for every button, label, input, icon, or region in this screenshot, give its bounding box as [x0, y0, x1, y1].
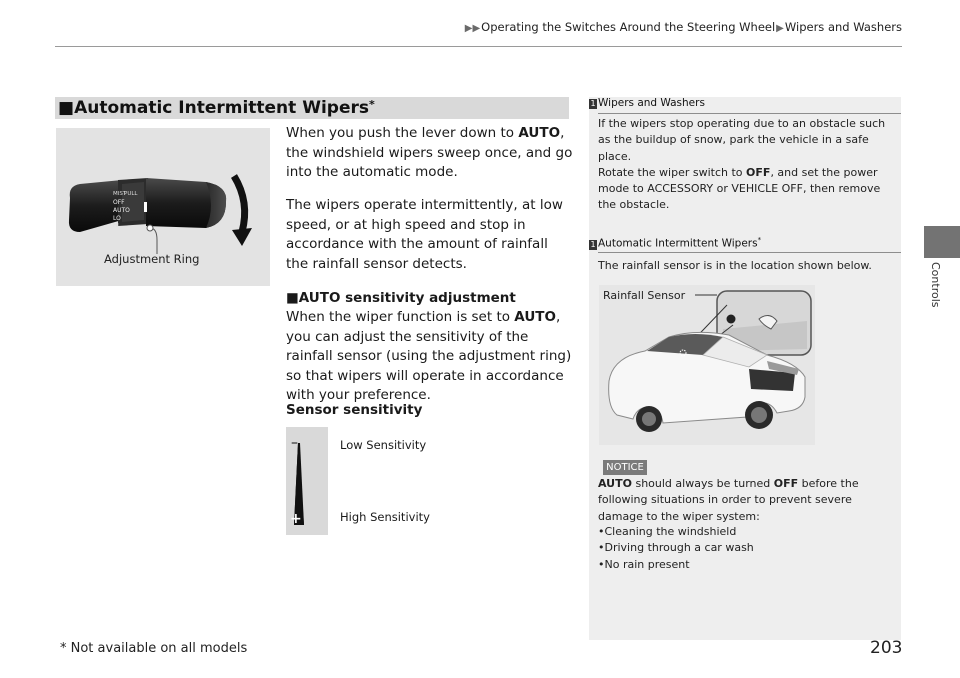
notice-text: AUTO should always be turned OFF before the following situations in order to prevent severe damage to the wiper system:: [598, 477, 859, 523]
paragraph: When you push the lever down to AUTO, the windshield wipers sweep once, and go into the automatic mode.: [286, 125, 573, 181]
arrow-down-icon: [232, 228, 252, 246]
footnote: * Not available on all models: [60, 641, 248, 656]
plus-icon: +: [290, 511, 302, 527]
sub-heading: ■AUTO sensitivity adjustment: [286, 290, 516, 306]
footnote-star: *: [368, 98, 375, 111]
note-divider: [598, 252, 901, 253]
header-divider: [55, 46, 902, 47]
chapter-tab-label: Controls: [929, 262, 942, 308]
note-text: If the wipers stop operating due to an obstacle such as the buildup of snow, park the vehicle in a safe place. Rotate the wiper switch to OFF, and set the power mode to ACCESSORY or VEHICLE OFF, then remove the obstacle.: [598, 117, 886, 212]
section-marker-icon: ■: [58, 98, 75, 118]
list-item: •Driving through a car wash: [598, 541, 754, 555]
breadcrumb-arrow-icon: ▶▶: [464, 23, 481, 34]
footnote-star: *: [757, 236, 762, 244]
bullet-icon: •: [598, 541, 605, 555]
lever-label-off: OFF: [113, 199, 125, 206]
note-divider: [598, 113, 901, 114]
lever-label-hi: HI: [113, 223, 119, 229]
lever-label-pull: PULL: [124, 191, 138, 197]
section-title: ■Automatic Intermittent Wipers*: [58, 98, 375, 118]
list-item: •No rain present: [598, 557, 690, 571]
note-title: 1 Wipers and Washers: [590, 97, 705, 109]
figure-caption: Adjustment Ring: [104, 252, 200, 266]
sensor-marker-icon: [727, 315, 736, 324]
paragraph: When the wiper function is set to AUTO, you can adjust the sensitivity of the rainfall sensor (using the adjustment ring) so that wipers will operate in accordance with your preference.: [286, 309, 572, 404]
page-number: 203: [870, 638, 903, 658]
low-sensitivity-label: Low Sensitivity: [340, 438, 427, 452]
notice-badge: NOTICE: [603, 460, 647, 475]
sub-heading-marker-icon: ■: [286, 290, 299, 306]
note-text: The rainfall sensor is in the location shown below.: [598, 259, 872, 272]
lever-label-auto: AUTO: [113, 207, 130, 214]
high-sensitivity-label: High Sensitivity: [340, 510, 430, 524]
bullet-list: [598, 524, 894, 573]
note-title: 1 Automatic Intermittent Wipers*: [590, 236, 762, 250]
sensitivity-scale: [286, 427, 328, 535]
breadcrumb-item: Operating the Switches Around the Steering Wheel: [481, 20, 776, 34]
breadcrumb: [0, 20, 902, 34]
paragraph: The wipers operate intermittently, at low speed, or at high speed and stop in accordance with the amount of rainfall the rainfall sensor detects.: [286, 197, 563, 272]
chapter-tab: [924, 226, 960, 258]
breadcrumb-item: Wipers and Washers: [784, 20, 902, 34]
sensitivity-wedge-icon: [286, 427, 328, 535]
breadcrumb-arrow-icon: ▶: [776, 23, 784, 34]
list-item: •Cleaning the windshield: [598, 525, 737, 538]
bullet-icon: •: [598, 525, 605, 538]
minus-icon: –: [291, 435, 298, 451]
rainfall-sensor-illustration: [599, 285, 815, 445]
lever-label-lo: LO: [113, 215, 121, 222]
lever-label-mist: MIST: [113, 191, 127, 197]
note-number-badge: 1: [590, 239, 596, 249]
car-figure-caption: Rainfall Sensor: [603, 289, 686, 302]
car-icon: [599, 285, 815, 445]
note-number-badge: 1: [590, 99, 596, 108]
bullet-icon: •: [598, 557, 605, 571]
sensitivity-heading: Sensor sensitivity: [286, 402, 423, 418]
